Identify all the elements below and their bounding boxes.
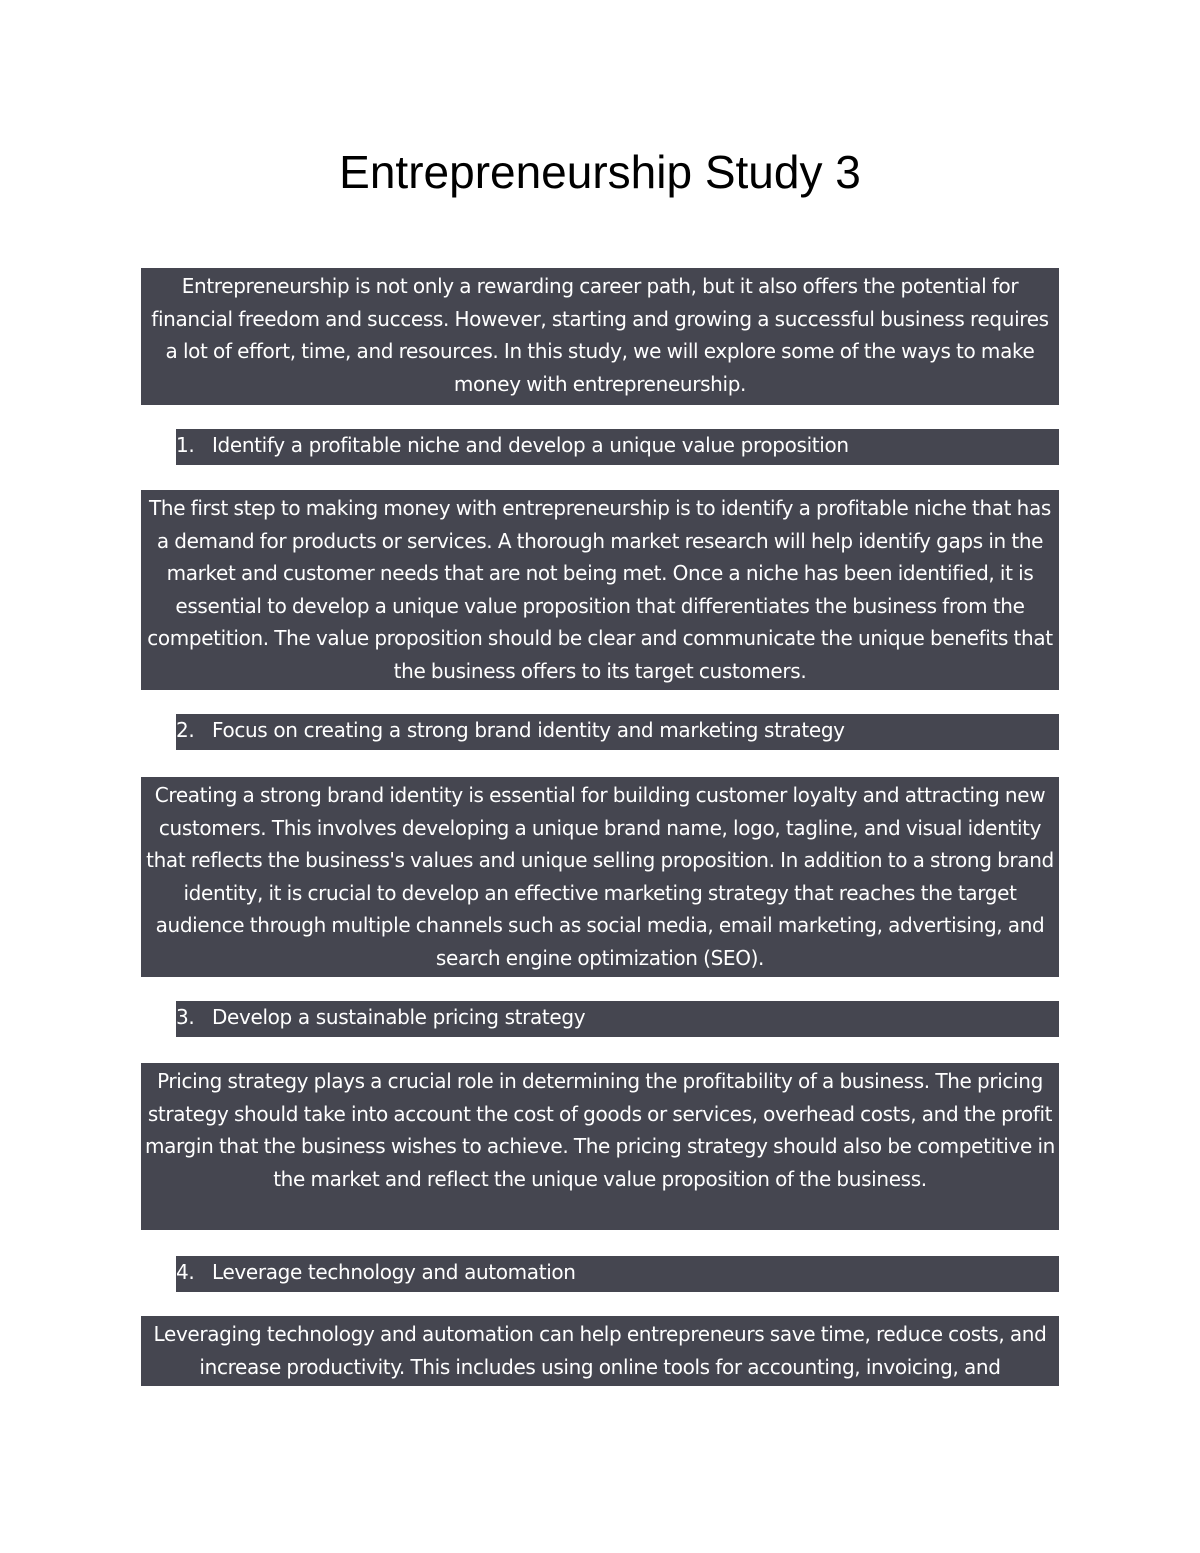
section-number: 4. [176,1260,195,1284]
page-title: Entrepreneurship Study 3 [339,146,861,198]
section-heading-2 [176,714,1059,750]
section-number: 2. [176,718,195,742]
section-heading-text: Identify a profitable niche and develop a unique value proposition [212,433,849,457]
section-number: 3. [176,1005,195,1029]
section-body-3: Pricing strategy plays a crucial role in determining the profitability of a business. The pricing strategy should take into account the cost of goods or services, overhead costs, and the profit margin that the business wishes to achieve. The pricing strategy should also be competitive in the market and reflect the unique value proposition of the business. [141,1063,1059,1230]
section-body-4: Leveraging technology and automation can help entrepreneurs save time, reduce costs, and increase productivity. This includes using online tools for accounting, invoicing, and [141,1316,1059,1386]
section-heading-text: Leverage technology and automation [212,1260,576,1284]
section-body-1: The first step to making money with entrepreneurship is to identify a profitable niche that has a demand for products or services. A thorough market research will help identify gaps in the market and customer needs that are not being met. Once a niche has been identified, it is essential to develop a unique value proposition that differentiates the business from the competition. The value proposition should be clear and communicate the unique benefits that the business offers to its target customers. [141,490,1059,690]
section-heading-3 [176,1001,1059,1037]
section-heading-text: Develop a sustainable pricing strategy [212,1005,586,1029]
section-heading-4 [176,1256,1059,1292]
intro-paragraph: Entrepreneurship is not only a rewarding career path, but it also offers the potential for financial freedom and success. However, starting and growing a successful business requires a lot of effort, time, and resources. In this study, we will explore some of the ways to make money with entrepreneurship. [141,268,1059,405]
section-number: 1. [176,433,195,457]
section-body-2: Creating a strong brand identity is essential for building customer loyalty and attracting new customers. This involves developing a unique brand name, logo, tagline, and visual identity that reflects the business's values and unique selling proposition. In addition to a strong brand identity, it is crucial to develop an effective marketing strategy that reaches the target audience through multiple channels such as social media, email marketing, advertising, and search engine optimization (SEO). [141,777,1059,977]
section-heading-text: Focus on creating a strong brand identity and marketing strategy [212,718,845,742]
section-heading-1 [176,429,1059,465]
